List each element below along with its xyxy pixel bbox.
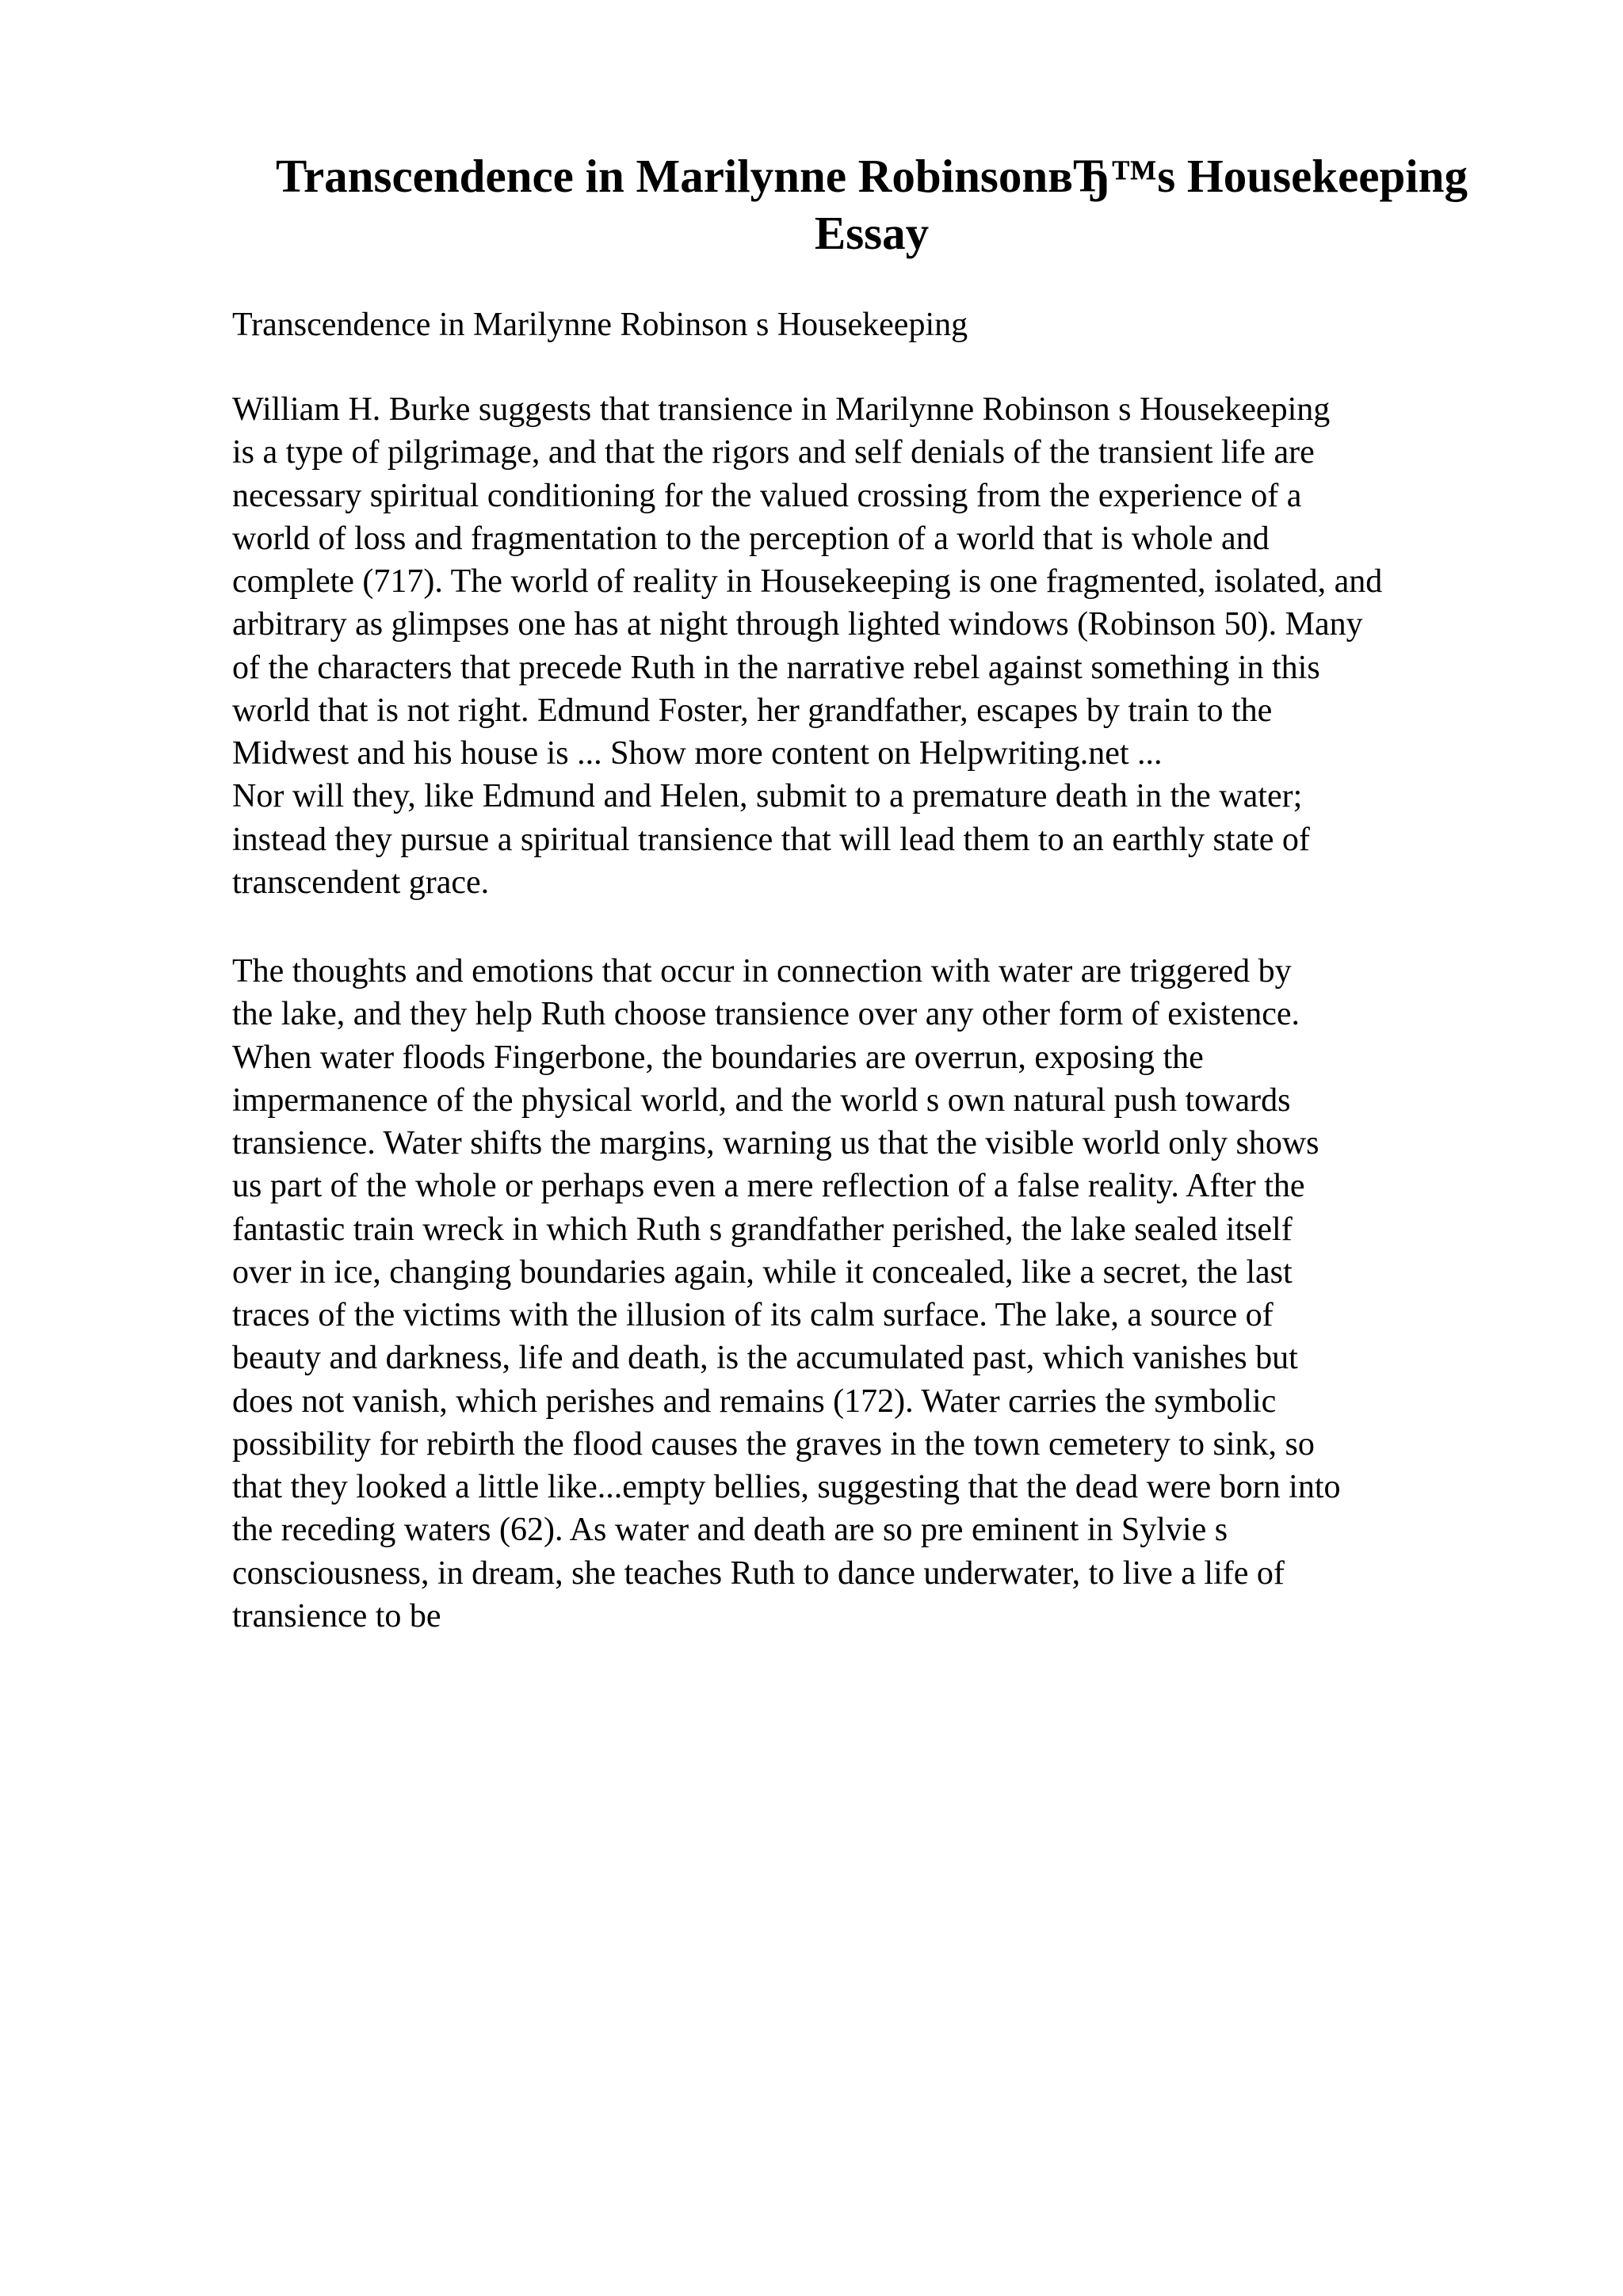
- text-line: world that is not right. Edmund Foster, her grandfather, escapes by train to the: [232, 692, 1273, 729]
- text-line: arbitrary as glimpses one has at night through lighted windows (Robinson 50). Many: [232, 606, 1363, 643]
- text-line: impermanence of the physical world, and the world s own natural push towards: [232, 1081, 1291, 1119]
- text-line: world of loss and fragmentation to the perception of a world that is whole and: [232, 520, 1270, 557]
- text-line: transience to be: [232, 1597, 441, 1634]
- document-subtitle: Transcendence in Marilynne Robinson s Housekeeping: [232, 307, 968, 343]
- text-line: over in ice, changing boundaries again, while it concealed, like a secret, the last: [232, 1253, 1293, 1291]
- text-line: When water floods Fingerbone, the boundaries are overrun, exposing the: [232, 1039, 1204, 1076]
- title-line: Essay: [814, 207, 930, 259]
- body-paragraph-1: [232, 388, 1382, 904]
- text-line: the lake, and they help Ruth choose transience over any other form of existence.: [232, 996, 1300, 1033]
- text-line: is a type of pilgrimage, and that the rigors and self denials of the transient life are: [232, 434, 1315, 471]
- body-paragraph-2: [232, 950, 1341, 1638]
- text-line: transcendent grace.: [232, 864, 490, 901]
- text-line: William H. Burke suggests that transience in Marilynne Robinson s Housekeeping: [232, 391, 1331, 428]
- text-line: the receding waters (62). As water and death are so pre eminent in Sylvie s: [232, 1512, 1228, 1549]
- text-line: necessary spiritual conditioning for the valued crossing from the experience of a: [232, 477, 1302, 514]
- text-line: does not vanish, which perishes and remains (172). Water carries the symbolic: [232, 1383, 1277, 1420]
- text-line: of the characters that precede Ruth in the narrative rebel against something in this: [232, 649, 1320, 686]
- text-line: beauty and darkness, life and death, is the accumulated past, which vanishes but: [232, 1340, 1298, 1377]
- text-line: The thoughts and emotions that occur in connection with water are triggered by: [232, 953, 1292, 990]
- text-line: possibility for rebirth the flood causes the graves in the town cemetery to sink, so: [232, 1425, 1315, 1463]
- text-line: Nor will they, like Edmund and Helen, submit to a premature death in the water;: [232, 778, 1303, 815]
- text-line: traces of the victims with the illusion of its calm surface. The lake, a source of: [232, 1297, 1274, 1333]
- document-title: [190, 147, 1553, 261]
- text-line: fantastic train wreck in which Ruth s grandfather perished, the lake sealed itself: [232, 1211, 1293, 1248]
- title-line: Transcendence in Marilynne RobinsonвЂ™s Housekeeping: [276, 150, 1468, 202]
- text-line: that they looked a little like...empty bellies, suggesting that the dead were born into: [232, 1469, 1341, 1505]
- text-line: complete (717). The world of reality in Housekeeping is one fragmented, isolated, and: [232, 563, 1383, 600]
- text-line: transience. Water shifts the margins, warning us that the visible world only shows: [232, 1125, 1319, 1161]
- text-line: Midwest and his house is ... Show more content on Helpwriting.net ...: [232, 735, 1163, 772]
- text-line: us part of the whole or perhaps even a mere reflection of a false reality. After the: [232, 1168, 1305, 1205]
- text-line: consciousness, in dream, she teaches Ruth to dance underwater, to live a life of: [232, 1554, 1285, 1592]
- text-line: instead they pursue a spiritual transience that will lead them to an earthly state of: [232, 821, 1310, 858]
